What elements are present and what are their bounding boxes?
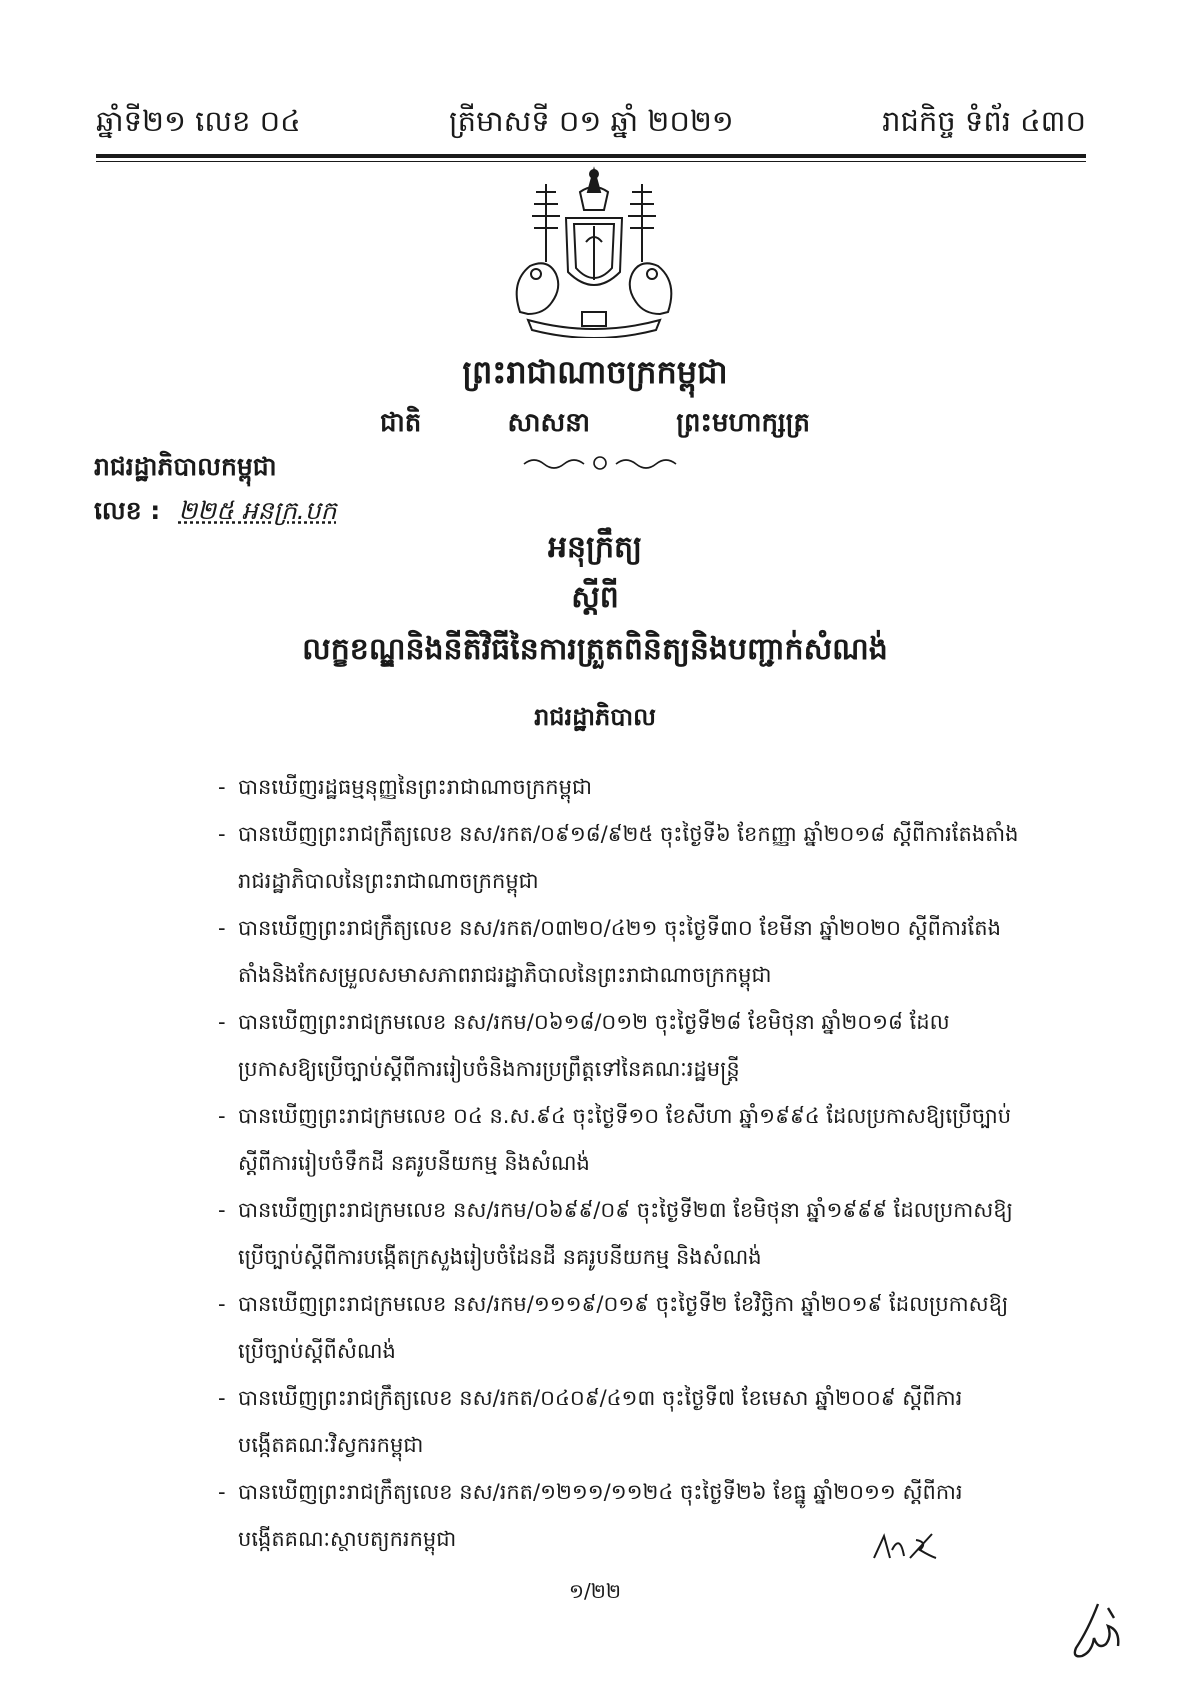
list-item: - បានឃើញព្រះរាជក្រមលេខ នស/រកម/០៦៩៩/០៩ ចុះថ្ងៃទី២៣ ខែមិថុនា ឆ្នាំ១៩៩៩ ដែលប្រកាសឱ្យប្រើច្បាប់ស្តីពីការបង្កើតក្រសួងរៀបចំដែនដី នគរូបនីយកម្ម និងសំណង់ xyxy=(218,1187,1022,1281)
considerations-list xyxy=(218,764,1022,1563)
header-year-issue: ឆ្នាំទី២១ លេខ ០៤ xyxy=(96,104,301,138)
list-item: - បានឃើញព្រះរាជក្រឹត្យលេខ នស/រកត/០៣២០/៤២១ ចុះថ្ងៃទី៣០ ខែមីនា ឆ្នាំ២០២០ ស្តីពីការតែងតាំងនិងកែសម្រួលសមាសភាពរាជរដ្ឋាភិបាលនៃព្រះរាជាណាចក្រកម្ពុជា xyxy=(218,905,1022,999)
document-title: លក្ខខណ្ឌនិងនីតិវិធីនៃការត្រួតពិនិត្យនិងបញ្ជាក់សំណង់ xyxy=(302,632,888,667)
motto-king: ព្រះមហាក្សត្រ xyxy=(676,408,810,438)
document-type: អនុក្រឹត្យ xyxy=(547,530,643,565)
list-item: - បានឃើញព្រះរាជក្រមលេខ ០៤ ន.ស.៩៤ ចុះថ្ងៃទី១០ ខែសីហា ឆ្នាំ១៩៩៤ ដែលប្រកាសឱ្យប្រើច្បាប់ស្តីពីការរៀបចំទឹកដី នគរូបនីយកម្ម និងសំណង់ xyxy=(218,1093,1022,1187)
page-number: ១/២២ xyxy=(568,1579,622,1603)
list-item: - បានឃើញព្រះរាជក្រមលេខ នស/រកម/១១១៩/០១៩ ចុះថ្ងៃទី២ ខែវិច្ឆិកា ឆ្នាំ២០១៩ ដែលប្រកាសឱ្យប្រើច្បាប់ស្តីពីសំណង់ xyxy=(218,1281,1022,1375)
header-quarter: ត្រីមាសទី ០១ ឆ្នាំ ២០២១ xyxy=(448,104,734,138)
national-motto xyxy=(380,406,810,444)
kingdom-name: ព្រះរាជាណាចក្រកម្ពុជា xyxy=(462,353,728,391)
handwritten-signature-icon xyxy=(1068,1600,1124,1662)
reference-value: ២២៥ អនក្រ.បក xyxy=(178,496,337,525)
reference-number xyxy=(94,496,337,532)
list-item: - បានឃើញរដ្ឋធម្មនុញ្ញនៃព្រះរាជាណាចក្រកម្ពុជា xyxy=(218,764,1022,811)
motto-nation: ជាតិ xyxy=(380,408,422,438)
motto-religion: សាសនា xyxy=(507,408,591,438)
issuing-authority: រាជរដ្ឋាភិបាល xyxy=(534,703,656,731)
gazette-header xyxy=(96,96,1086,146)
sender-name: រាជរដ្ឋាភិបាលកម្ពុជា xyxy=(94,452,277,481)
royal-coat-of-arms-icon xyxy=(500,162,688,338)
reference-label: លេខ : xyxy=(94,496,161,525)
list-item: - បានឃើញព្រះរាជក្រឹត្យលេខ នស/រកត/០៤០៩/៤១៣ ចុះថ្ងៃទី៧ ខែមេសា ឆ្នាំ២០០៩ ស្តីពីការបង្កើតគណៈវិស្វករកម្ពុជា xyxy=(218,1375,1022,1469)
header-page-ref: រាជកិច្ច ទំព័រ ៤៣០ xyxy=(882,104,1086,138)
list-item: - បានឃើញព្រះរាជក្រឹត្យលេខ នស/រកត/១២១១/១១២៤ ចុះថ្ងៃទី២៦ ខែធ្នូ ឆ្នាំ២០១១ ស្តីពីការបង្កើតគណៈស្ថាបត្យករកម្ពុជា xyxy=(218,1469,1022,1563)
list-item: - បានឃើញព្រះរាជក្រឹត្យលេខ នស/រកត/០៩១៨/៩២៥ ចុះថ្ងៃទី៦ ខែកញ្ញា ឆ្នាំ២០១៨ ស្តីពីការតែងតាំងរាជរដ្ឋាភិបាលនៃព្រះរាជាណាចក្រកម្ពុជា xyxy=(218,811,1022,905)
list-item: - បានឃើញព្រះរាជក្រមលេខ នស/រកម/០៦១៨/០១២ ចុះថ្ងៃទី២៨ ខែមិថុនា ឆ្នាំ២០១៨ ដែលប្រកាសឱ្យប្រើច្បាប់ស្តីពីការរៀបចំនិងការប្រព្រឹត្តទៅនៃគណៈរដ្ឋមន្ត្រី xyxy=(218,999,1022,1093)
ornament-divider-icon xyxy=(520,452,680,474)
header-rule xyxy=(96,154,1086,158)
handwritten-initials-icon xyxy=(870,1528,940,1564)
about-label: ស្តីពី xyxy=(571,580,619,615)
